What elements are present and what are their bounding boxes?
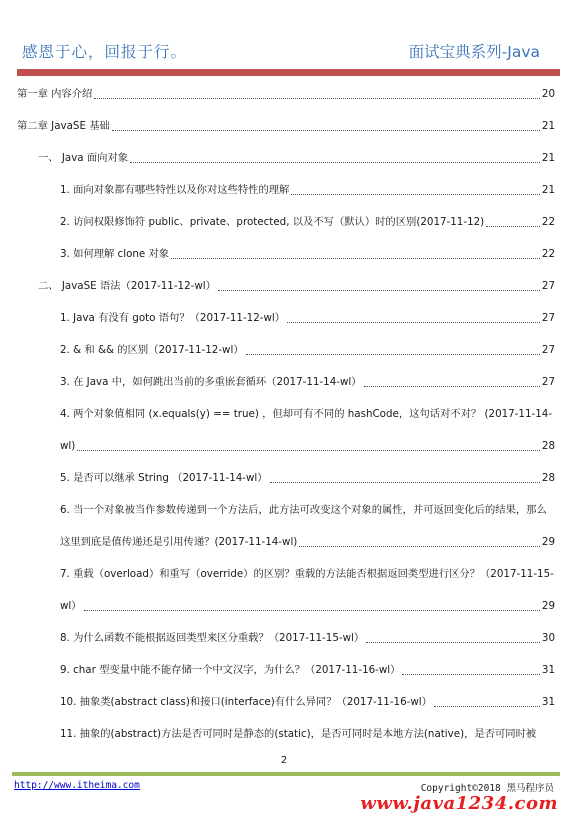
toc-entry-item[interactable]	[60, 472, 555, 485]
toc-leader-dots	[299, 546, 540, 547]
toc-entry-title: 5. 是否可以继承 String （2017-11-14-wl）	[60, 472, 268, 484]
toc-entry-page: 28	[541, 440, 555, 452]
toc-leader-dots	[94, 98, 540, 99]
toc-leader-dots	[246, 354, 540, 355]
toc-leader-dots	[112, 130, 540, 131]
toc-entry-item[interactable]	[60, 184, 555, 197]
toc-entry-title: 10. 抽象类(abstract class)和接口(interface)有什么异同？（2017-11-16-wl）	[60, 696, 432, 708]
toc-entry-page: 28	[541, 472, 555, 484]
toc-entry-item-line2[interactable]	[60, 440, 555, 453]
toc-entry-item[interactable]	[60, 632, 555, 645]
watermark: www.java1234.com	[360, 793, 558, 814]
toc-entry-page: 29	[541, 600, 555, 612]
header-series-title: 面试宝典系列-Java	[408, 43, 540, 61]
toc-entry-item[interactable]	[60, 376, 555, 389]
toc-entry-page: 31	[541, 696, 555, 708]
toc-entry-page: 21	[541, 120, 555, 132]
toc-leader-dots	[171, 258, 540, 259]
toc-leader-dots	[486, 226, 540, 227]
toc-entry-page: 27	[541, 280, 555, 292]
toc-entry-page: 27	[541, 376, 555, 388]
toc-entry-page: 30	[541, 632, 555, 644]
toc-entry-page: 27	[541, 344, 555, 356]
toc-leader-dots	[287, 322, 540, 323]
toc-entry-item-line1[interactable]: 11. 抽象的(abstract)方法是否可同时是静态的(static)，是否可同时是本地方法(native)，是否可同时被	[60, 728, 537, 740]
toc-entry-title: wl）	[60, 600, 82, 612]
toc-leader-dots	[291, 194, 540, 195]
toc-entry-title: 1. 面向对象都有哪些特性以及你对这些特性的理解	[60, 184, 290, 196]
toc-entry-page: 20	[541, 88, 555, 100]
toc-entry-chapter-1[interactable]	[17, 88, 555, 101]
toc-entry-title: 3. 如何理解 clone 对象	[60, 248, 170, 260]
toc-leader-dots	[130, 162, 540, 163]
header-divider	[17, 69, 560, 76]
footer-divider	[12, 772, 560, 776]
toc-entry-page: 21	[541, 184, 555, 196]
toc-entry-item[interactable]	[60, 216, 555, 229]
toc-entry-item-line2[interactable]	[60, 536, 555, 549]
toc-leader-dots	[434, 706, 540, 707]
page-number: 2	[280, 755, 288, 766]
toc-entry-page: 22	[541, 248, 555, 260]
toc-entry-page: 29	[541, 536, 555, 548]
toc-entry-item-line1[interactable]: 6. 当一个对象被当作参数传递到一个方法后，此方法可改变这个对象的属性，并可返回变化后的结果，那么	[60, 504, 547, 516]
toc-leader-dots	[218, 290, 540, 291]
toc-entry-page: 27	[541, 312, 555, 324]
toc-entry-item-line1[interactable]: 4. 两个对象值相同 (x.equals(y) == true) ，但却可有不同的 hashCode，这句话对不对？ (2017-11-14-	[60, 408, 553, 420]
toc-entry-title: 这里到底是值传递还是引用传递？(2017-11-14-wl)	[60, 536, 298, 548]
toc-entry-title: 3. 在 Java 中，如何跳出当前的多重嵌套循环（2017-11-14-wl）	[60, 376, 362, 388]
footer-copyright: Copyright©2018 黑马程序员	[420, 783, 554, 794]
toc-entry-title: wl)	[60, 440, 76, 452]
page-header	[0, 0, 568, 80]
toc-entry-page: 22	[541, 216, 555, 228]
toc-entry-title: 一、 Java 面向对象	[38, 152, 129, 164]
toc-entry-title: 9. char 型变量中能不能存储一个中文汉字，为什么？（2017-11-16-wl）	[60, 664, 401, 676]
toc-entry-title: 2. & 和 && 的区别（2017-11-12-wl）	[60, 344, 244, 356]
toc-entry-item[interactable]	[60, 664, 555, 677]
toc-entry-item[interactable]	[60, 696, 555, 709]
toc-entry-page: 21	[541, 152, 555, 164]
toc-leader-dots	[84, 610, 540, 611]
header-slogan: 感恩于心，回报于行。	[22, 43, 188, 61]
toc-entry-section-syntax[interactable]	[38, 280, 555, 293]
toc-leader-dots	[270, 482, 540, 483]
toc-entry-title: 2. 访问权限修饰符 public、private、protected, 以及不写（默认）时的区别(2017-11-12)	[60, 216, 485, 228]
toc-entry-page: 31	[541, 664, 555, 676]
toc-entry-item-line1[interactable]: 7. 重载（overload）和重写（override）的区别？重载的方法能否根据返回类型进行区分？（2017-11-15-	[60, 568, 554, 580]
toc-entry-title: 第一章 内容介绍	[17, 88, 93, 100]
toc-entry-title: 第二章 JavaSE 基础	[17, 120, 110, 132]
toc-entry-title: 8. 为什么函数不能根据返回类型来区分重载？（2017-11-15-wl）	[60, 632, 365, 644]
toc-entry-title: 1. Java 有没有 goto 语句？（2017-11-12-wl）	[60, 312, 286, 324]
toc-leader-dots	[364, 386, 540, 387]
toc-entry-item[interactable]	[60, 248, 555, 261]
toc-leader-dots	[402, 674, 539, 675]
toc-entry-title: 二、 JavaSE 语法（2017-11-12-wl）	[38, 280, 216, 292]
toc-leader-dots	[366, 642, 540, 643]
toc-entry-item-line2[interactable]	[60, 600, 555, 613]
footer-link[interactable]: http://www.itheima.com	[14, 780, 140, 791]
toc-entry-item[interactable]	[60, 312, 555, 325]
toc-leader-dots	[77, 450, 540, 451]
toc-entry-section-oop[interactable]	[38, 152, 555, 165]
toc-entry-chapter-2[interactable]	[17, 120, 555, 133]
toc-entry-item[interactable]	[60, 344, 555, 357]
